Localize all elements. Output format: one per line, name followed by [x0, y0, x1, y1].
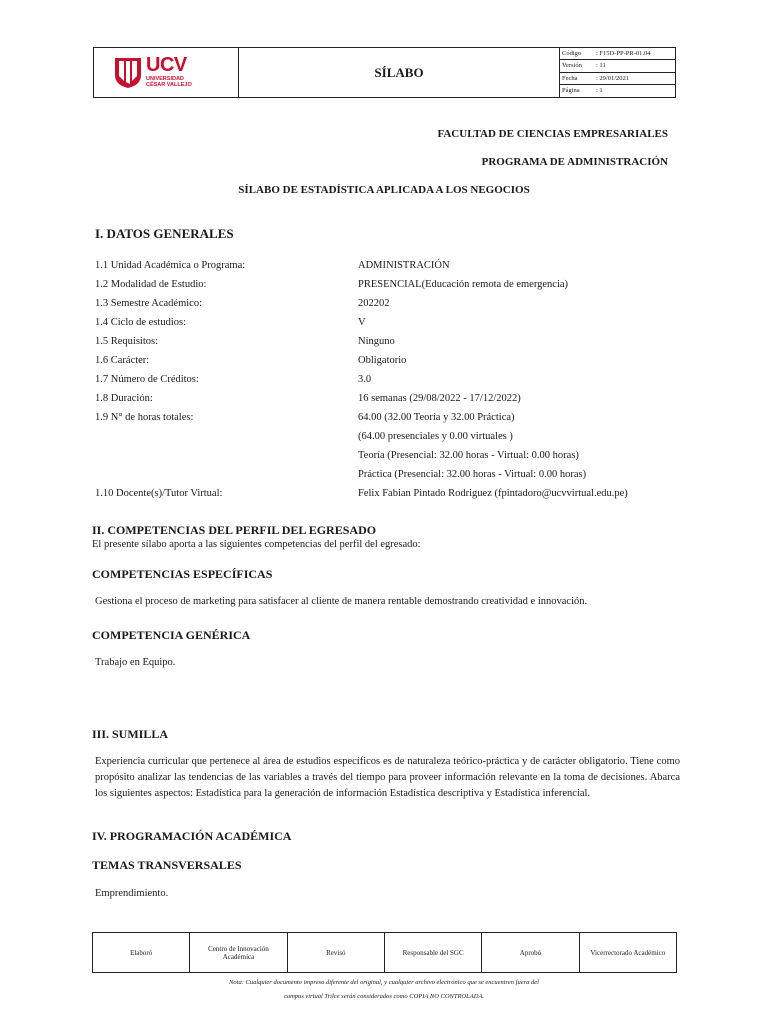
data-label: 1.8 Duración:: [95, 393, 153, 404]
logo-text: UCV: [146, 54, 187, 76]
document-title: SÍLABO: [239, 48, 560, 97]
competencia-generica-title: COMPETENCIA GENÉRICA: [92, 628, 251, 642]
meta-row: [560, 60, 676, 72]
temas-transversales-title: TEMAS TRANSVERSALES: [92, 858, 242, 872]
meta-row: [560, 73, 676, 85]
data-value: 16 semanas (29/08/2022 - 17/12/2022): [358, 393, 521, 404]
approval-cell: Elaboró: [93, 933, 190, 972]
data-label: 1.6 Carácter:: [95, 355, 150, 366]
competencias-especificas-title: COMPETENCIAS ESPECÍFICAS: [92, 567, 273, 581]
meta-value: : 11: [596, 62, 606, 70]
approval-table: [92, 932, 677, 973]
course-title: SÍLABO DE ESTADÍSTICA APLICADA A LOS NEGOCIOS: [238, 184, 530, 196]
data-value-extra: (64.00 presenciales y 0.00 virtuales ): [358, 431, 513, 442]
logo-subtitle-line-1: UNIVERSIDAD: [146, 76, 184, 82]
competencias-intro: El presente sílabo aporta a las siguientes competencias del perfil del egresado:: [92, 539, 421, 550]
ucv-shield-icon: [114, 57, 142, 89]
approval-cell: Aprobó: [482, 933, 579, 972]
section-programacion-title: IV. PROGRAMACIÓN ACADÉMICA: [92, 829, 292, 843]
data-value-extra: Práctica (Presencial: 32.00 horas - Virtual: 0.00 horas): [358, 469, 587, 480]
section-sumilla-title: III. SUMILLA: [92, 727, 169, 741]
logo-subtitle-line-2: CÉSAR VALLEJO: [146, 82, 192, 88]
data-value: ADMINISTRACIÓN: [358, 260, 450, 271]
meta-row: [560, 85, 676, 97]
data-label: 1.2 Modalidad de Estudio:: [95, 279, 207, 290]
data-label: 1.7 Número de Créditos:: [95, 374, 199, 385]
data-label: 1.3 Semestre Académico:: [95, 298, 203, 309]
approval-cell: Revisó: [288, 933, 385, 972]
footer-note-line-1: Nota: Cualquier documento impreso diferente del original, y cualquier archivo electrónico que se encuentren fuera del: [229, 979, 539, 986]
meta-value: : 1: [596, 86, 603, 94]
meta-key: Página: [562, 86, 580, 94]
competencias-especificas-text: Gestiona el proceso de marketing para satisfacer al cliente de manera rentable demostrando creatividad e innovación.: [95, 596, 588, 607]
document-meta: [560, 48, 676, 97]
competencia-generica-text: Trabajo en Equipo.: [95, 657, 176, 668]
approval-cell: Vicerrectorado Académico: [590, 948, 666, 957]
data-value: 3.0: [358, 374, 372, 385]
meta-key: Versión: [562, 62, 582, 70]
data-label: 1.5 Requisitos:: [95, 336, 159, 347]
footer-note-line-2: campus virtual Trilce serán considerados como COPIA NO CONTROLADA.: [283, 993, 485, 1000]
data-value: Felix Fabian Pintado Rodriguez (fpintadoro@ucvvirtual.edu.pe): [358, 488, 628, 499]
meta-row: [560, 48, 676, 60]
meta-value: : 29/01/2021: [596, 74, 630, 82]
meta-value: : F15D-PP-PR-01.04: [596, 50, 651, 57]
data-value-extra: Teoría (Presencial: 32.00 horas - Virtual: 0.00 horas): [358, 450, 579, 461]
data-value: PRESENCIAL(Educación remota de emergencia): [358, 279, 569, 290]
data-label: 1.1 Unidad Académica o Programa:: [95, 260, 246, 271]
temas-transversales-text: Emprendimiento.: [95, 888, 169, 899]
meta-key: Código: [562, 50, 582, 57]
section-datos-generales-title: I. DATOS GENERALES: [95, 226, 234, 241]
data-value: Ninguno: [358, 336, 395, 347]
data-value: Obligatorio: [358, 355, 407, 366]
data-value: V: [358, 317, 366, 328]
data-label: 1.9 N° de horas totales:: [95, 412, 194, 423]
meta-key: Fecha: [562, 74, 578, 82]
approval-cell: Centro de Innovación Académica: [190, 933, 287, 972]
section-competencias-title: II. COMPETENCIAS DEL PERFIL DEL EGRESADO: [92, 523, 377, 537]
data-value: 202202: [358, 298, 390, 309]
logo-subtitle: [146, 76, 192, 88]
data-label: 1.10 Docente(s)/Tutor Virtual:: [95, 488, 223, 499]
logo: [94, 48, 239, 97]
data-value: 64.00 (32.00 Teoría y 32.00 Práctica): [358, 412, 515, 423]
faculty-heading: FACULTAD DE CIENCIAS EMPRESARIALES: [437, 128, 668, 140]
program-heading: PROGRAMA DE ADMINISTRACIÓN: [481, 156, 668, 168]
sumilla-text: Experiencia curricular que pertenece al área de estudios específicos es de naturaleza teórico-práctica y de carácter obligatorio. Tiene como propósito analizar las tendencias de las variables a través del tiempo para proveer información relevante en la toma de decisiones. Abarca los siguientes aspectos: Estadística para la generación de información Estadística descriptiva y Estadística inferencial.: [95, 756, 680, 799]
document-header: [93, 47, 676, 98]
data-label: 1.4 Ciclo de estudios:: [95, 317, 186, 328]
approval-cell: Responsable del SGC: [385, 933, 482, 972]
